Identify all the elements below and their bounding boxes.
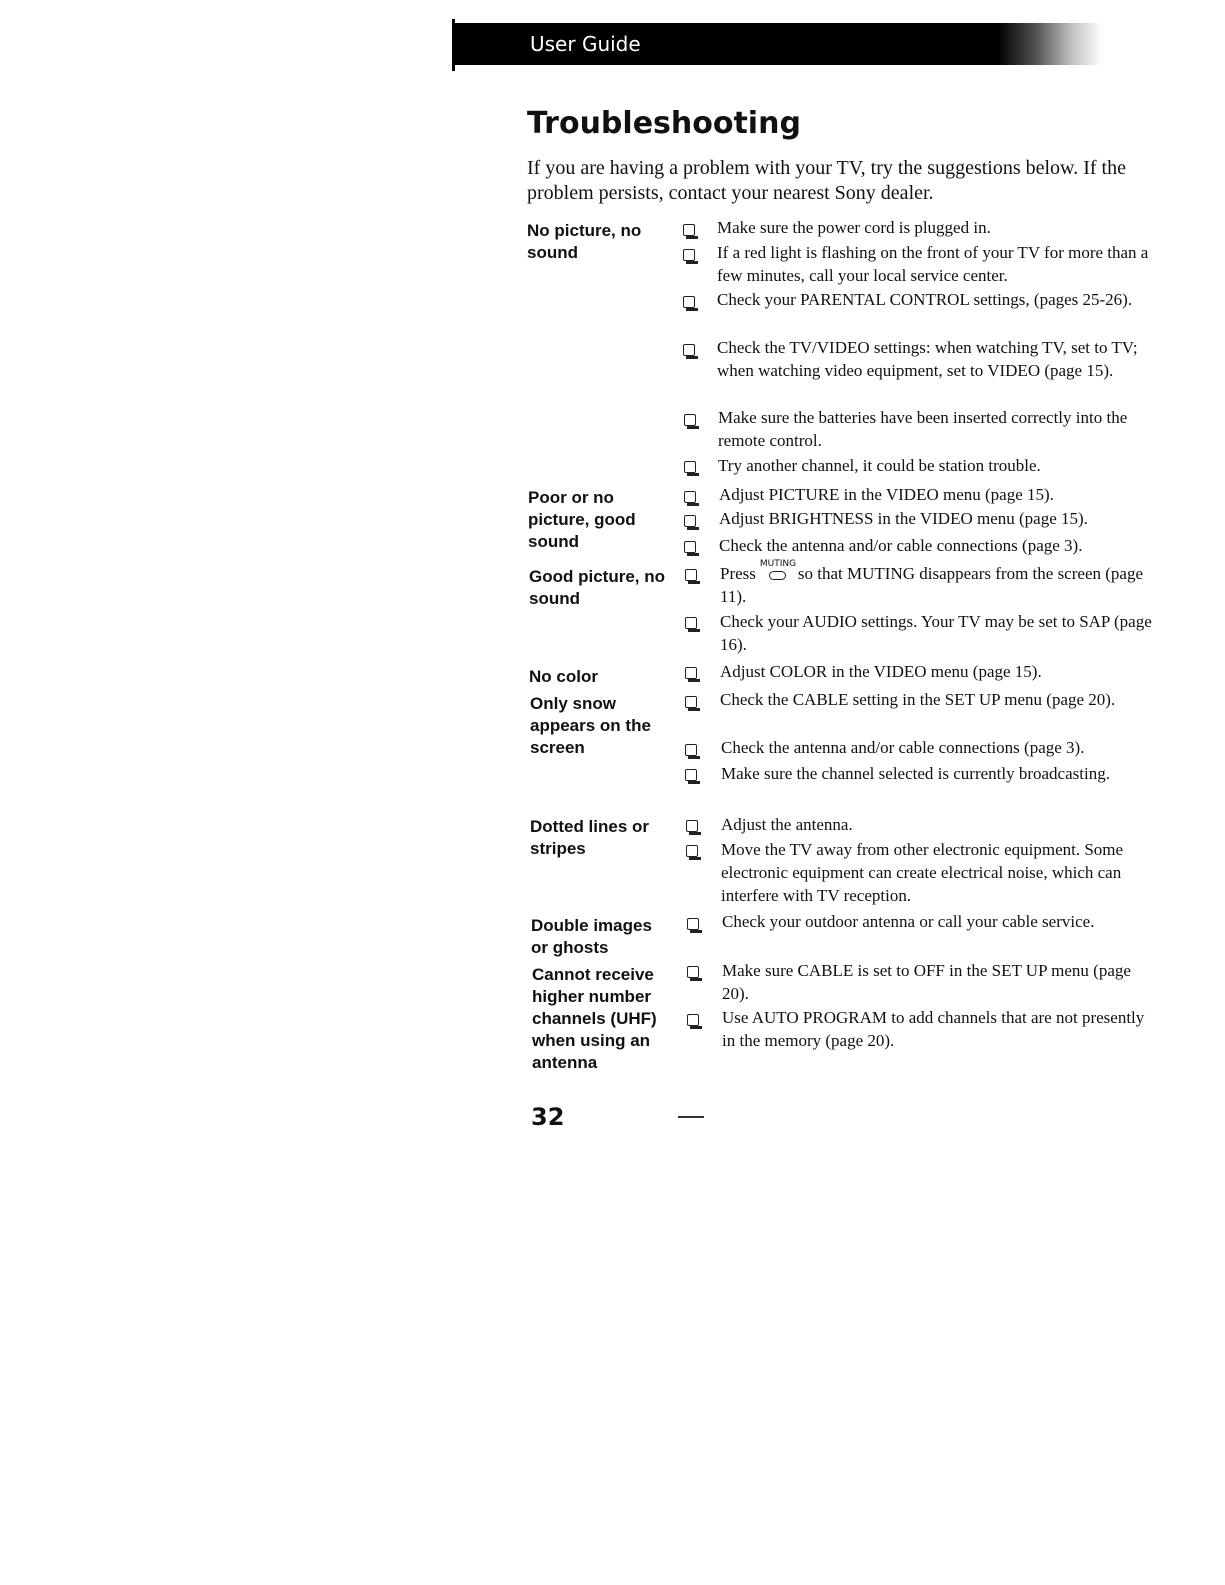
suggestion-text: Use AUTO PROGRAM to add channels that are not presently in the memory (page 20).	[722, 1008, 1145, 1050]
intro-paragraph: If you are having a problem with your TV, try the suggestions below. If the problem persists, contact your nearest Sony dealer.	[527, 157, 1126, 204]
problem-label-no-sound: Good picture, no sound	[529, 567, 665, 608]
problem-label-no-picture-no-sound: No picture, no sound	[527, 221, 642, 262]
suggestion-text-after: so that MUTING disappears from the screen (page 11).	[720, 564, 1143, 606]
suggestion-text: Adjust PICTURE in the VIDEO menu (page 15).	[719, 485, 1054, 504]
suggestion-text: Adjust COLOR in the VIDEO menu (page 15).	[720, 662, 1042, 681]
suggestion-text: Check your PARENTAL CONTROL settings, (pages 25-26).	[717, 290, 1133, 309]
checkbox-icon	[687, 918, 699, 930]
suggestion-text: Make sure CABLE is set to OFF in the SET UP menu (page 20).	[722, 961, 1131, 1003]
checkbox-icon	[683, 224, 695, 236]
muting-icon-oval	[769, 571, 786, 580]
suggestion-text: Try another channel, it could be station trouble.	[718, 456, 1041, 475]
suggestion-text: Adjust the antenna.	[721, 815, 853, 834]
footer-dash	[678, 1116, 704, 1118]
checkbox-icon	[683, 344, 695, 356]
suggestion-text: Check the antenna and/or cable connections (page 3).	[721, 738, 1085, 757]
checkbox-icon	[685, 667, 697, 679]
problem-label-no-color: No color	[529, 667, 598, 686]
suggestion-text: Check your outdoor antenna or call your cable service.	[722, 912, 1095, 931]
checkbox-icon	[685, 569, 697, 581]
page-number: 32	[531, 1103, 565, 1131]
checkbox-icon	[687, 966, 699, 978]
checkbox-icon	[686, 820, 698, 832]
header-edge-mark	[452, 19, 455, 71]
problem-label-double-images: Double images or ghosts	[531, 916, 652, 957]
suggestion-text: Make sure the batteries have been inserted correctly into the remote control.	[718, 408, 1128, 450]
problem-label-dotted-lines: Dotted lines or stripes	[530, 817, 650, 858]
suggestion-text: Check the antenna and/or cable connections (page 3).	[719, 536, 1083, 555]
suggestion-text: Check the CABLE setting in the SET UP menu (page 20).	[720, 690, 1116, 709]
header-bar	[452, 23, 1102, 65]
page-title: Troubleshooting	[527, 106, 801, 141]
problem-label-uhf-channels: Cannot receive higher number channels (UHF) when using an antenna	[532, 965, 657, 1072]
suggestion-text: Make sure the channel selected is currently broadcasting.	[721, 764, 1110, 783]
suggestion-text: If a red light is flashing on the front of your TV for more than a few minutes, call your local service center.	[717, 243, 1149, 285]
header-title: User Guide	[530, 32, 641, 56]
checkbox-icon	[683, 249, 695, 261]
checkbox-icon	[684, 491, 696, 503]
suggestion-text: Move the TV away from other electronic equipment. Some electronic equipment can create electrical noise, which can interfere with TV reception.	[721, 840, 1124, 905]
suggestion-text: Adjust BRIGHTNESS in the VIDEO menu (page 15).	[719, 509, 1088, 528]
checkbox-icon	[684, 515, 696, 527]
checkbox-icon	[685, 769, 697, 781]
suggestion-text-muting	[720, 559, 1152, 608]
muting-button-icon	[759, 559, 797, 581]
checkbox-icon	[687, 1014, 699, 1026]
checkbox-icon	[685, 744, 697, 756]
checkbox-icon	[685, 696, 697, 708]
checkbox-icon	[684, 541, 696, 553]
suggestion-text: Check your AUDIO settings. Your TV may be set to SAP (page 16).	[720, 612, 1152, 654]
checkbox-icon	[685, 617, 697, 629]
muting-icon-label: MUTING	[759, 559, 797, 569]
problem-label-only-snow: Only snow appears on the screen	[530, 694, 651, 757]
suggestion-text: Make sure the power cord is plugged in.	[717, 218, 991, 237]
checkbox-icon	[686, 845, 698, 857]
suggestion-text-before: Press	[720, 564, 756, 583]
checkbox-icon	[684, 414, 696, 426]
checkbox-icon	[684, 461, 696, 473]
checkbox-icon	[683, 296, 695, 308]
suggestion-text: Check the TV/VIDEO settings: when watching TV, set to TV; when watching video equipment, set to VIDEO (page 15).	[717, 338, 1138, 380]
problem-label-poor-picture: Poor or no picture, good sound	[528, 488, 636, 551]
